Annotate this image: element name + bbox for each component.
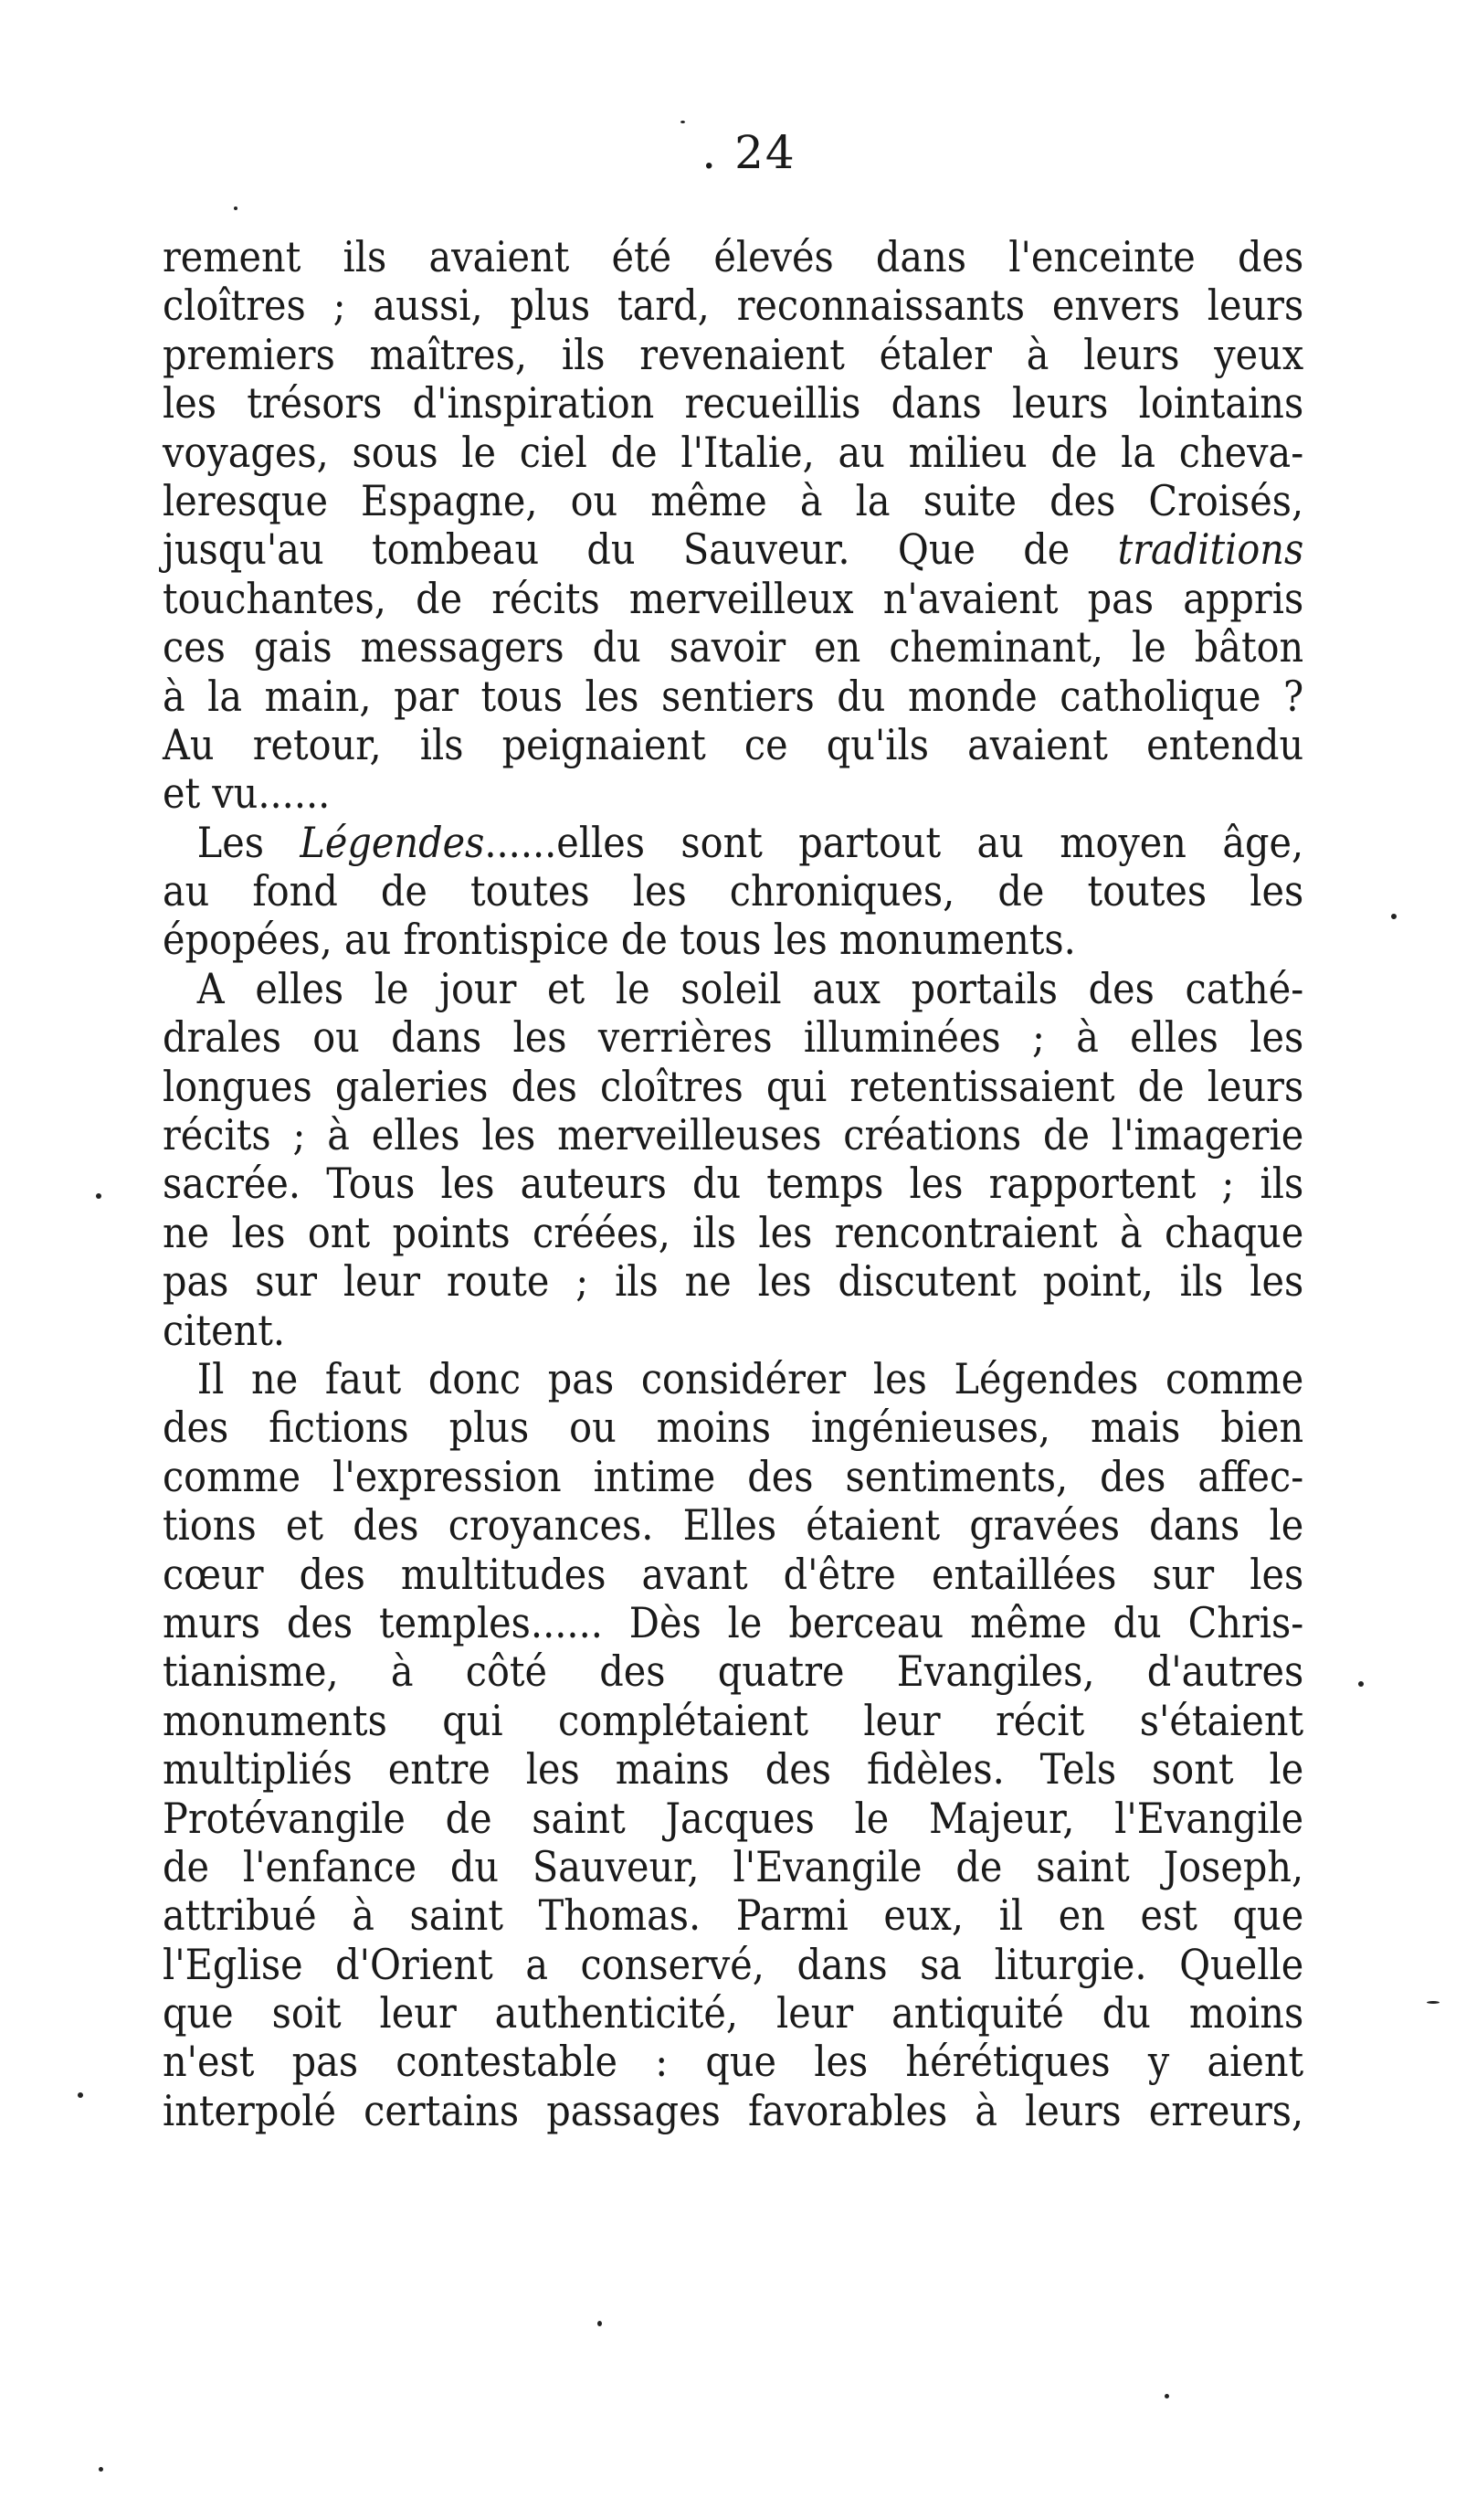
scan-speck — [597, 2321, 602, 2326]
page-number: . 24 — [701, 126, 796, 179]
text-run: A elles le jour et le soleil aux portails des cathé- — [196, 963, 1304, 1013]
text-run: tions et des croyances. Elles étaient gravées dans le — [163, 1500, 1304, 1551]
text-run: premiers maîtres, ils revenaient étaler à leurs yeux — [163, 329, 1304, 379]
text-line — [163, 672, 1303, 721]
text-run: cloîtres ; aussi, plus tard, reconnaissants envers leurs — [163, 281, 1304, 331]
text-run: tianisme, à côté des quatre Evangiles, d'autres — [163, 1646, 1304, 1697]
text-run: rement ils avaient été élevés dans l'enceinte des — [163, 232, 1304, 281]
text-line — [163, 1111, 1303, 1159]
text-run: comme l'expression intime des sentiments, des affec- — [163, 1451, 1304, 1501]
text-run: Il ne faut donc pas considérer les Légendes comme — [196, 1353, 1304, 1403]
text-line — [163, 281, 1303, 330]
text-line — [163, 1501, 1303, 1550]
text-line — [163, 1403, 1303, 1452]
text-run: au fond de toutes les chroniques, de toutes les — [163, 866, 1304, 916]
text-run: pas sur leur route ; ils ne les discutent point, ils les — [163, 1256, 1304, 1307]
text-line — [163, 233, 1303, 281]
text-run: longues galeries des cloîtres qui retentissaient de leurs — [163, 1061, 1304, 1111]
text-line — [163, 1307, 1303, 1355]
text-run: citent. — [163, 1305, 286, 1355]
text-line — [163, 2038, 1303, 2086]
text-line — [163, 1599, 1303, 1647]
scan-speck — [1165, 2394, 1169, 2398]
text-run: les trésors d'inspiration recueillis dans leurs lointains — [163, 378, 1304, 429]
text-run: récits ; à elles les merveilleuses créations de l'imagerie — [163, 1110, 1304, 1160]
text-line — [163, 1355, 1303, 1403]
text-run: drales ou dans les verrières illuminées ; à elles les — [163, 1012, 1304, 1063]
text-line — [163, 575, 1303, 623]
text-run: jusqu'au tombeau du Sauveur. Que de — [163, 524, 1118, 575]
text-run: l'Eglise d'Orient a conservé, dans sa liturgie. Quelle — [163, 1939, 1304, 1989]
text-run: ne les ont points créées, ils les rencontraient à chaque — [163, 1207, 1304, 1257]
text-run: multipliés entre les mains des fidèles. Tels sont le — [163, 1744, 1304, 1795]
text-run: Les — [196, 817, 301, 867]
body-text — [163, 233, 1304, 2135]
text-line — [163, 1063, 1303, 1111]
text-line — [163, 379, 1303, 428]
text-run: attribué à saint Thomas. Parmi eux, il en est que — [163, 1890, 1304, 1941]
scan-speck — [1391, 914, 1397, 919]
text-run: touchantes, de récits merveilleux n'avaient pas appris — [163, 573, 1304, 623]
text-line — [163, 429, 1303, 477]
text-run: ces gais messagers du savoir en cheminant, le bâton — [163, 622, 1304, 672]
text-run: et vu...... — [163, 768, 331, 819]
text-line — [163, 916, 1303, 964]
text-line — [163, 1989, 1303, 2038]
text-line — [163, 1209, 1303, 1257]
text-line — [163, 1891, 1303, 1940]
text-run: Au retour, ils peignaient ce qu'ils avaient entendu — [163, 719, 1304, 769]
text-run: sacrée. Tous les auteurs du temps les rapportent ; ils — [163, 1159, 1304, 1209]
text-line — [163, 623, 1303, 672]
italic-term: Légendes — [300, 817, 485, 867]
scan-speck — [78, 2092, 83, 2098]
text-line — [163, 769, 1303, 818]
text-line — [163, 819, 1303, 867]
text-run: ......elles sont partout au moyen âge, — [484, 817, 1304, 867]
text-line — [163, 525, 1303, 574]
text-line — [163, 1647, 1303, 1696]
text-line — [163, 1159, 1303, 1208]
italic-term: traditions — [1117, 524, 1304, 575]
text-line — [163, 1697, 1303, 1745]
text-line — [163, 1453, 1303, 1501]
scan-speck — [680, 121, 685, 123]
text-run: de l'enfance du Sauveur, l'Evangile de saint Joseph, — [163, 1841, 1304, 1891]
text-run: murs des temples...... Dès le berceau même du Chris- — [163, 1597, 1304, 1647]
scan-speck — [96, 1193, 101, 1199]
text-line — [163, 477, 1303, 525]
scan-speck — [234, 206, 237, 210]
text-line — [163, 2087, 1303, 2135]
text-line — [163, 1013, 1303, 1062]
text-line — [163, 1551, 1303, 1599]
text-run: leresque Espagne, ou même à la suite des Croisés, — [163, 475, 1304, 525]
scan-speck — [1427, 2001, 1440, 2004]
text-line — [163, 867, 1303, 916]
text-run: à la main, par tous les sentiers du monde catholique ? — [163, 671, 1304, 721]
text-line — [163, 331, 1303, 379]
text-line — [163, 721, 1303, 769]
scan-speck — [1358, 1681, 1364, 1687]
text-run: que soit leur authenticité, leur antiquité du moins — [163, 1988, 1304, 2038]
text-run: monuments qui complétaient leur récit s'étaient — [163, 1695, 1304, 1745]
text-line — [163, 1795, 1303, 1843]
text-run: cœur des multitudes avant d'être entaillées sur les — [163, 1549, 1304, 1599]
text-line — [163, 1745, 1303, 1794]
text-run: voyages, sous le ciel de l'Italie, au milieu de la cheva- — [163, 427, 1304, 477]
text-line — [163, 965, 1303, 1013]
text-run: épopées, au frontispice de tous les monuments. — [163, 915, 1076, 965]
text-line — [163, 1941, 1303, 1989]
text-run: Protévangile de saint Jacques le Majeur, l'Evangile — [163, 1793, 1304, 1843]
text-run: n'est pas contestable : que les hérétiques y aient — [163, 2037, 1304, 2087]
text-line — [163, 1843, 1303, 1891]
text-run: interpolé certains passages favorables à leurs erreurs, — [163, 2085, 1304, 2135]
text-run: des fictions plus ou moins ingénieuses, mais bien — [163, 1403, 1304, 1453]
scan-speck — [99, 2467, 103, 2472]
text-line — [163, 1257, 1303, 1306]
